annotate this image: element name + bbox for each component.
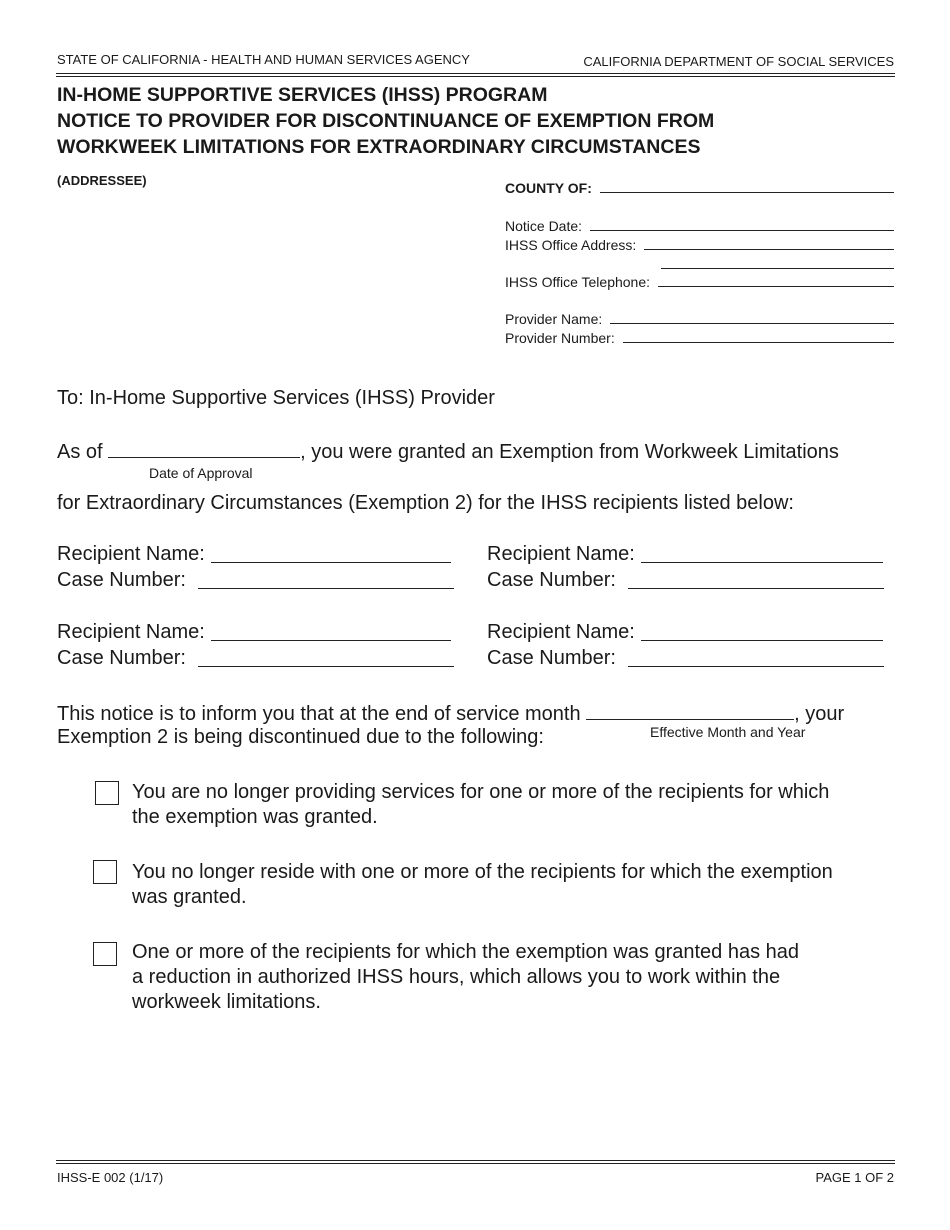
recipient-name-label: Recipient Name: xyxy=(487,543,635,565)
option-line: One or more of the recipients for which the exemption was granted has had xyxy=(132,941,800,963)
notice-suffix: , your xyxy=(794,703,845,725)
recipient-name-label: Recipient Name: xyxy=(57,543,205,565)
form-title-line: NOTICE TO PROVIDER FOR DISCONTINUANCE OF EXEMPTION FROM xyxy=(57,110,715,132)
date-of-approval-blank[interactable] xyxy=(108,439,300,458)
option-line: the exemption was granted. xyxy=(132,806,378,828)
footer-rule xyxy=(56,1163,895,1164)
as-of-suffix: , you were granted an Exemption from Workweek Limitations xyxy=(300,441,839,463)
case-number-input-line[interactable] xyxy=(198,665,454,667)
recipient-name-label: Recipient Name: xyxy=(57,621,205,643)
county-label: COUNTY OF: xyxy=(505,180,592,196)
provider-name-label: Provider Name: xyxy=(505,311,603,327)
form-title-line: WORKWEEK LIMITATIONS FOR EXTRAORDINARY CIRCUMSTANCES xyxy=(57,136,701,158)
county-input-line[interactable] xyxy=(600,191,894,193)
recipient-name-field-2[interactable] xyxy=(487,543,883,566)
provider-number-field[interactable] xyxy=(505,330,894,346)
office-address-input-line-2[interactable] xyxy=(661,268,894,269)
notice-sentence-line-1 xyxy=(57,701,844,726)
recipient-name-input-line[interactable] xyxy=(641,561,883,563)
notice-date-field[interactable] xyxy=(505,218,894,234)
option-3-checkbox[interactable] xyxy=(93,942,117,966)
option-2-text xyxy=(132,860,902,910)
case-number-field-4[interactable] xyxy=(487,647,884,670)
provider-name-field[interactable] xyxy=(505,311,894,327)
form-title-line: IN-HOME SUPPORTIVE SERVICES (IHSS) PROGRAM xyxy=(57,84,548,106)
case-number-input-line[interactable] xyxy=(628,587,884,589)
to-line: To: In-Home Supportive Services (IHSS) Provider xyxy=(57,387,495,409)
recipient-name-field-4[interactable] xyxy=(487,621,883,644)
case-number-label: Case Number: xyxy=(57,569,186,591)
recipient-name-field-3[interactable] xyxy=(57,621,451,644)
option-1-checkbox[interactable] xyxy=(95,781,119,805)
extraordinary-sentence: for Extraordinary Circumstances (Exemption 2) for the IHSS recipients listed below: xyxy=(57,492,794,514)
agency-name-right: CALIFORNIA DEPARTMENT OF SOCIAL SERVICES xyxy=(583,54,894,69)
notice-prefix: This notice is to inform you that at the end of service month xyxy=(57,703,581,725)
recipient-name-input-line[interactable] xyxy=(211,561,451,563)
recipient-name-input-line[interactable] xyxy=(641,639,883,641)
header-rule xyxy=(56,76,895,77)
case-number-label: Case Number: xyxy=(57,647,186,669)
office-telephone-label: IHSS Office Telephone: xyxy=(505,274,651,290)
page-number: PAGE 1 OF 2 xyxy=(815,1170,894,1185)
office-address-input-line[interactable] xyxy=(644,248,894,250)
as-of-sentence xyxy=(57,439,839,464)
header-rule xyxy=(56,73,895,74)
provider-number-label: Provider Number: xyxy=(505,330,615,346)
notice-sentence-line-2: Exemption 2 is being discontinued due to the following: xyxy=(57,726,544,748)
option-line: was granted. xyxy=(132,886,247,908)
footer-rule xyxy=(56,1160,895,1161)
case-number-field-2[interactable] xyxy=(487,569,884,592)
form-code: IHSS-E 002 (1/17) xyxy=(57,1170,164,1185)
office-address-field[interactable] xyxy=(505,237,894,253)
effective-month-blank[interactable] xyxy=(586,701,794,720)
option-1-text xyxy=(132,780,902,830)
provider-number-input-line[interactable] xyxy=(623,341,894,343)
effective-month-caption: Effective Month and Year xyxy=(650,724,806,740)
office-telephone-input-line[interactable] xyxy=(658,285,894,287)
recipient-name-input-line[interactable] xyxy=(211,639,451,641)
notice-date-input-line[interactable] xyxy=(590,229,894,231)
case-number-label: Case Number: xyxy=(487,569,616,591)
addressee-label: (ADDRESSEE) xyxy=(57,173,147,188)
case-number-field-3[interactable] xyxy=(57,647,454,670)
case-number-label: Case Number: xyxy=(487,647,616,669)
recipient-name-field-1[interactable] xyxy=(57,543,451,566)
option-2-checkbox[interactable] xyxy=(93,860,117,884)
option-line: You no longer reside with one or more of the recipients for which the exemption xyxy=(132,861,833,883)
option-line: You are no longer providing services for one or more of the recipients for which xyxy=(132,781,830,803)
recipient-name-label: Recipient Name: xyxy=(487,621,635,643)
office-address-label: IHSS Office Address: xyxy=(505,237,637,253)
case-number-input-line[interactable] xyxy=(628,665,884,667)
as-of-prefix: As of xyxy=(57,441,103,463)
case-number-input-line[interactable] xyxy=(198,587,454,589)
date-of-approval-caption: Date of Approval xyxy=(149,465,253,481)
office-telephone-field[interactable] xyxy=(505,274,894,290)
option-3-text xyxy=(132,940,902,1015)
county-field[interactable] xyxy=(505,180,894,196)
option-line: a reduction in authorized IHSS hours, which allows you to work within the xyxy=(132,966,781,988)
provider-name-input-line[interactable] xyxy=(610,322,894,324)
option-line: workweek limitations. xyxy=(132,991,321,1013)
case-number-field-1[interactable] xyxy=(57,569,454,592)
form-title xyxy=(57,82,714,160)
notice-date-label: Notice Date: xyxy=(505,218,583,234)
agency-name-left: STATE OF CALIFORNIA - HEALTH AND HUMAN SERVICES AGENCY xyxy=(57,52,470,67)
